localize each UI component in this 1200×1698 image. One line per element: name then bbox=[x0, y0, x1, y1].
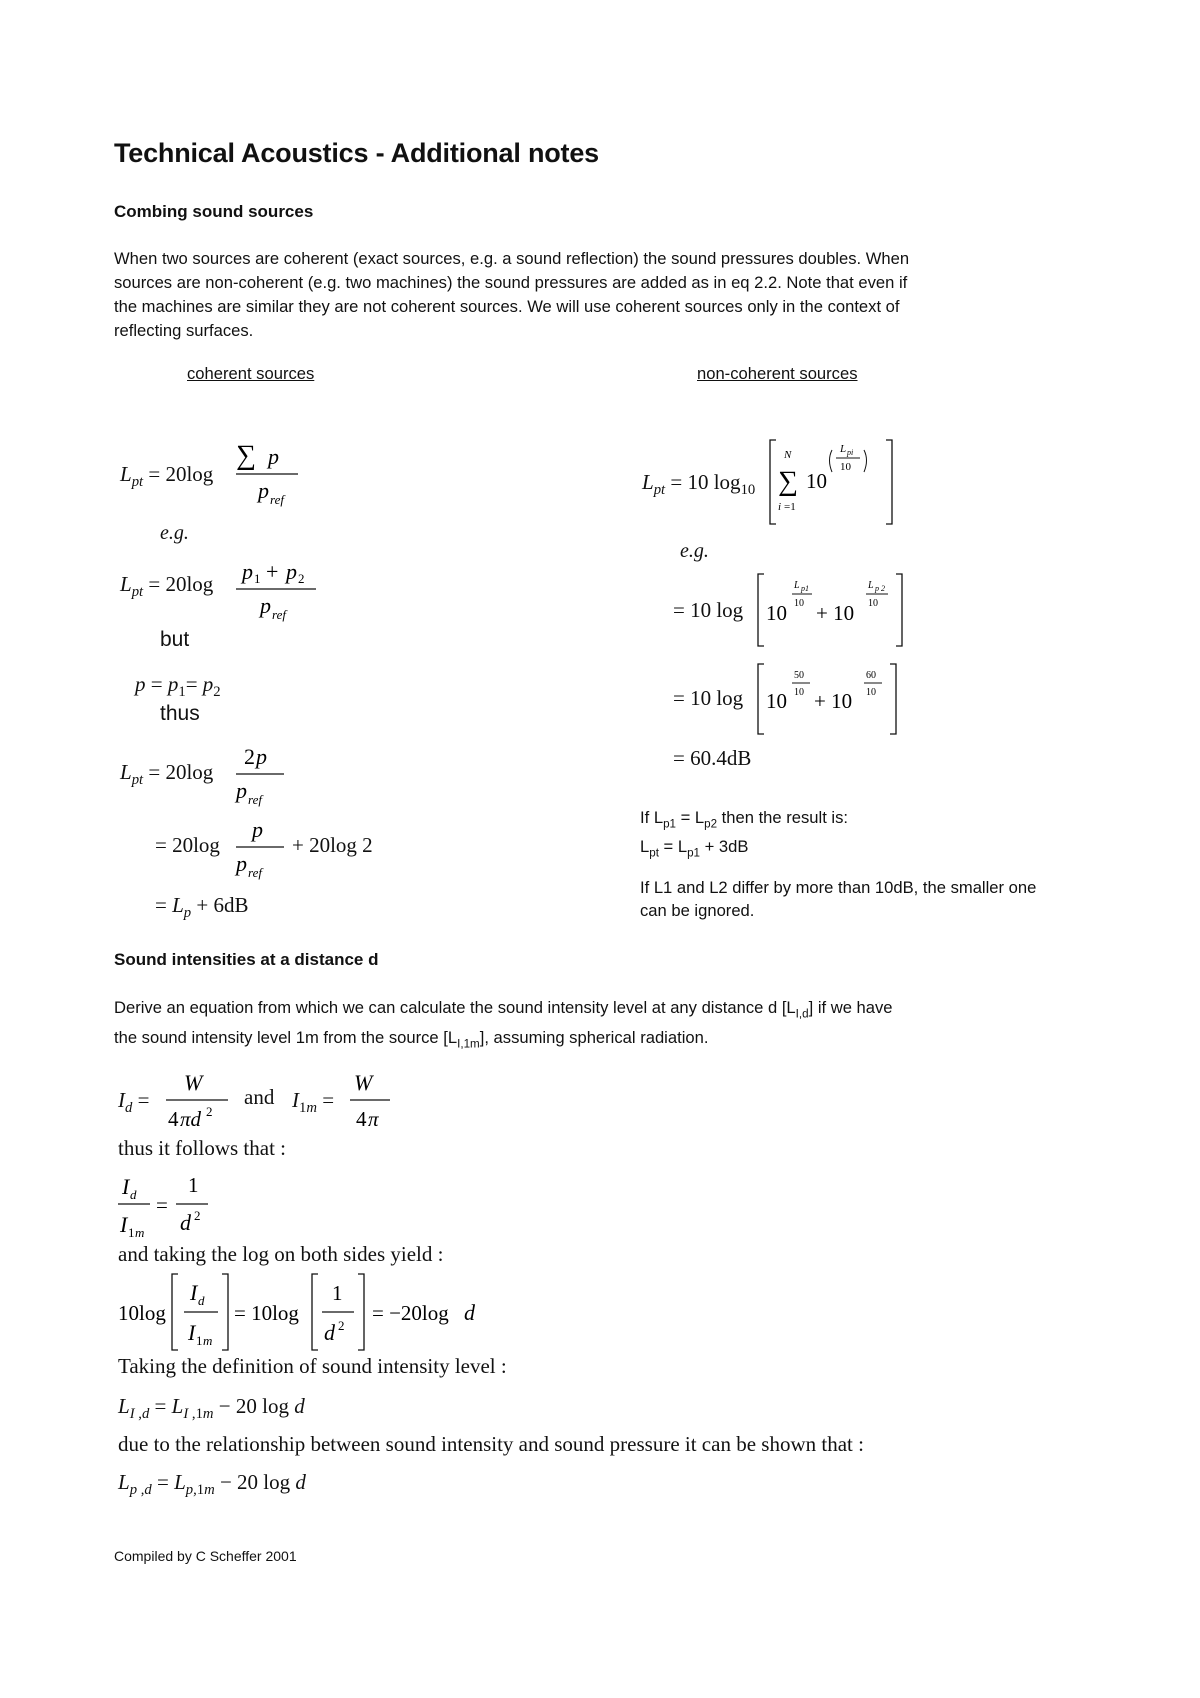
eq-lpt-2p: $L_{pt} = 20\log$ bbox=[120, 760, 214, 789]
eq-fraction-w-over-4pid2 bbox=[162, 1066, 232, 1136]
svg-text:=1: =1 bbox=[784, 501, 796, 513]
eq-id-over-i1m-equals-1-over-d2 bbox=[114, 1166, 234, 1242]
text-due-to-relationship: due to the relationship between sound intensity and sound pressure it can be shown that : bbox=[118, 1432, 864, 1456]
svg-text:10: 10 bbox=[866, 687, 876, 698]
svg-text:10log: 10log bbox=[118, 1301, 166, 1325]
svg-text:1: 1 bbox=[196, 1333, 203, 1348]
section1-paragraph bbox=[114, 247, 1114, 343]
svg-text:2: 2 bbox=[194, 1208, 201, 1223]
eq-fraction-p1-plus-p2 bbox=[232, 555, 332, 625]
eq-lpt-p1-p2: $L_{pt} = 20\log$ bbox=[120, 572, 214, 601]
thus-label: thus bbox=[160, 702, 200, 725]
svg-text:10: 10 bbox=[806, 469, 827, 493]
svg-text:i: i bbox=[778, 501, 782, 513]
text-taking-log: and taking the log on both sides yield : bbox=[118, 1242, 444, 1266]
eq-fraction-p-over-pref bbox=[232, 815, 292, 885]
svg-text:π: π bbox=[368, 1107, 379, 1131]
paragraph-line: sources are non-coherent (e.g. two machines) the sound pressures are added as in eq 2.2. Note that even if bbox=[114, 273, 908, 292]
footer-compiled-by: Compiled by C Scheffer 2001 bbox=[114, 1548, 297, 1564]
eq-20log-p-plus-20log2-prefix: = 20log bbox=[155, 833, 220, 857]
svg-text:1: 1 bbox=[254, 571, 261, 586]
svg-text:ref: ref bbox=[270, 492, 284, 507]
svg-text:πd: πd bbox=[180, 1107, 202, 1131]
eq-lp-d: $L_{p ,d} = L_{p,1m} - 20$ log d bbox=[118, 1470, 306, 1499]
svg-text:10: 10 bbox=[868, 598, 878, 609]
result-60-4db: = 60.4dB bbox=[673, 746, 752, 770]
svg-text:= −20log: = −20log bbox=[372, 1301, 449, 1325]
svg-text:10: 10 bbox=[766, 689, 787, 713]
eq-10log-ratio-equals-minus-20logd bbox=[114, 1268, 554, 1354]
svg-text:d: d bbox=[198, 1293, 205, 1308]
svg-text:m: m bbox=[203, 1333, 213, 1348]
svg-text:d: d bbox=[464, 1300, 475, 1325]
svg-text:pi: pi bbox=[847, 448, 854, 457]
eq-10log-lp1-lp2-prefix: = 10 log bbox=[673, 598, 744, 622]
svg-text:+ 10: + 10 bbox=[816, 601, 855, 625]
svg-text:I: I bbox=[120, 1212, 128, 1237]
svg-text:p: p bbox=[258, 478, 269, 503]
eq-bracket-10pow-lp1-plus-10pow-lp2 bbox=[754, 570, 914, 650]
eq-bracket-10pow-50-plus-10pow-60 bbox=[754, 660, 914, 738]
svg-text:+: + bbox=[266, 559, 279, 584]
section2-paragraph: Derive an equation from which we can calculate the sound intensity level at any distance d $[L_{I,d}]$ if we have the sound intensity level 1m from the source $[L_{I,1m}]$, assuming spherical radiation. bbox=[114, 998, 893, 1051]
section-heading-combining: Combing sound sources bbox=[114, 202, 314, 221]
svg-text:∑: ∑ bbox=[236, 440, 256, 471]
but-label: but bbox=[160, 628, 190, 651]
svg-text:∑: ∑ bbox=[778, 466, 798, 497]
text-taking-definition: Taking the definition of sound intensity level : bbox=[118, 1354, 507, 1378]
text-thus-follows: thus it follows that : bbox=[118, 1136, 286, 1160]
eg-label-right: e.g. bbox=[680, 540, 709, 562]
svg-text:1: 1 bbox=[188, 1173, 199, 1197]
svg-text:= 10log: = 10log bbox=[234, 1301, 299, 1325]
svg-text:p 2: p 2 bbox=[875, 584, 885, 593]
eq-bracket-sum-10-pow bbox=[766, 436, 906, 528]
eq-fraction-w-over-4pi bbox=[346, 1066, 396, 1136]
note-differ-10db: If L1 and L2 differ by more than 10dB, the smaller one can be ignored. bbox=[640, 878, 1037, 920]
svg-text:p: p bbox=[256, 744, 267, 769]
svg-text:L: L bbox=[794, 580, 800, 591]
svg-text:p: p bbox=[252, 817, 263, 842]
svg-text:=: = bbox=[156, 1193, 168, 1217]
svg-text:p: p bbox=[236, 851, 247, 876]
svg-text:10: 10 bbox=[840, 461, 851, 473]
svg-text:m: m bbox=[135, 1225, 145, 1240]
svg-text:ref: ref bbox=[248, 865, 262, 880]
svg-text:N: N bbox=[784, 449, 792, 461]
svg-text:10: 10 bbox=[766, 601, 787, 625]
svg-text:2: 2 bbox=[338, 1318, 345, 1333]
svg-text:1: 1 bbox=[128, 1225, 135, 1240]
svg-text:+ 10: + 10 bbox=[814, 689, 853, 713]
page-title: Technical Acoustics - Additional notes bbox=[114, 138, 599, 168]
svg-text:W: W bbox=[354, 1070, 373, 1095]
svg-text:I: I bbox=[122, 1174, 130, 1199]
note-lp1-equals-lp2: If $L_{p1} = L_{p2}$ then the result is: $L_{pt} = L_{p1} + 3dB$ bbox=[640, 808, 849, 860]
eg-label-left: e.g. bbox=[160, 522, 189, 544]
paragraph-line: the machines are similar they are not coherent sources. We will use coherent sources only in the context of bbox=[114, 297, 900, 316]
svg-text:p: p bbox=[260, 593, 271, 618]
and-word: and bbox=[244, 1085, 275, 1109]
svg-text:d: d bbox=[130, 1187, 137, 1202]
paragraph-line: reflecting surfaces. bbox=[114, 321, 254, 340]
svg-text:ref: ref bbox=[272, 607, 286, 622]
svg-text:L: L bbox=[840, 443, 847, 455]
eq-fraction-2p-over-pref bbox=[232, 740, 312, 810]
svg-text:1: 1 bbox=[332, 1281, 343, 1305]
eq-10log-50-60-prefix: = 10 log bbox=[673, 686, 744, 710]
svg-text:50: 50 bbox=[794, 670, 804, 681]
svg-text:4: 4 bbox=[356, 1107, 367, 1131]
svg-text:I: I bbox=[188, 1320, 196, 1345]
svg-text:2: 2 bbox=[244, 744, 255, 769]
eq-lpt-10log10: $L_{pt} = 10$ $\log_{10}$ bbox=[642, 470, 756, 499]
svg-text:p: p bbox=[242, 559, 253, 584]
svg-text:p1: p1 bbox=[801, 584, 809, 593]
svg-text:ref: ref bbox=[248, 792, 262, 807]
svg-text:L: L bbox=[868, 580, 874, 591]
svg-text:d: d bbox=[180, 1210, 191, 1235]
svg-text:10: 10 bbox=[794, 598, 804, 609]
eq-fraction-sum-p-over-pref bbox=[232, 438, 312, 508]
eq-li-d: $L_{I ,d} = L_{I ,1m} - 20$ log d bbox=[118, 1394, 305, 1423]
svg-text:I: I bbox=[190, 1280, 198, 1305]
svg-text:10: 10 bbox=[794, 687, 804, 698]
eq-id-label: $I_d$ = bbox=[118, 1088, 150, 1117]
eq-i1m-label: $I_{1m}$ = bbox=[292, 1088, 335, 1117]
svg-text:p: p bbox=[268, 444, 279, 469]
eq-plus-20log2: + 20log 2 bbox=[292, 833, 373, 857]
svg-text:2: 2 bbox=[298, 571, 305, 586]
section-heading-intensities: Sound intensities at a distance d bbox=[114, 950, 379, 969]
paragraph-line: When two sources are coherent (exact sources, e.g. a sound reflection) the sound pressures doubles. When bbox=[114, 249, 910, 268]
eq-p-equals-p1-p2: $p = p_1= p_2$ bbox=[135, 672, 221, 701]
svg-text:p: p bbox=[286, 559, 297, 584]
eq-lp-plus-6db: = $L_p + 6dB$ bbox=[155, 893, 249, 922]
svg-text:d: d bbox=[324, 1320, 335, 1345]
svg-text:60: 60 bbox=[866, 670, 876, 681]
svg-text:2: 2 bbox=[206, 1104, 213, 1119]
coherent-sources-heading: coherent sources bbox=[187, 364, 315, 383]
svg-text:p: p bbox=[236, 778, 247, 803]
eq-lpt-sum: $L_{pt} = 20\log$ bbox=[120, 462, 214, 491]
svg-text:W: W bbox=[184, 1070, 203, 1095]
noncoherent-sources-heading: non-coherent sources bbox=[697, 364, 858, 383]
svg-text:4: 4 bbox=[168, 1107, 179, 1131]
